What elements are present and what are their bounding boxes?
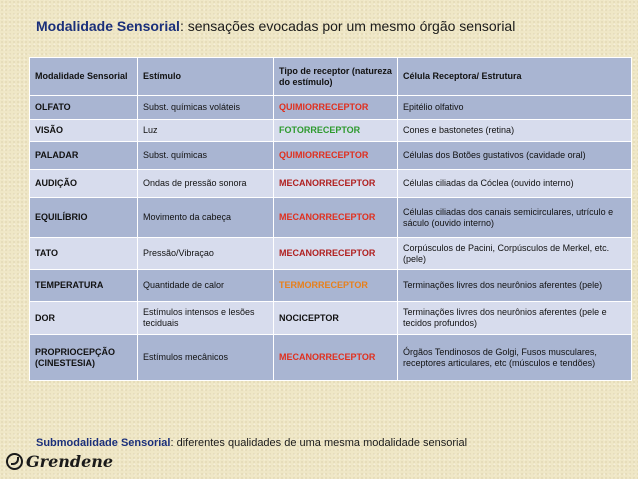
subtitle-strong: Submodalidade Sensorial [36,437,171,449]
row-receptor: QUIMIORRECEPTOR [274,96,398,120]
row-cell: Órgãos Tendinosos de Golgi, Fusos musculares, receptores articulares, etc (músculos e tendões) [398,335,632,381]
spiral-logo-icon [6,453,23,470]
page-title [36,18,515,34]
row-stimulus: Estímulos mecânicos [138,335,274,381]
row-receptor: MECANORRECEPTOR [274,198,398,238]
row-receptor: MECANORRECEPTOR [274,335,398,381]
row-modality: TATO [30,238,138,270]
row-stimulus: Estímulos intensos e lesões teciduais [138,302,274,335]
table-row [30,302,632,335]
row-receptor: QUIMIORRECEPTOR [274,142,398,170]
row-stimulus: Pressão/Vibraçao [138,238,274,270]
header-stimulus: Estímulo [138,58,274,96]
row-modality: EQUILÍBRIO [30,198,138,238]
row-cell: Terminações livres dos neurônios aferentes (pele e tecidos profundos) [398,302,632,335]
row-stimulus: Ondas de pressão sonora [138,170,274,198]
row-cell: Células dos Botões gustativos (cavidade oral) [398,142,632,170]
row-receptor: NOCICEPTOR [274,302,398,335]
row-modality: OLFATO [30,96,138,120]
row-receptor: MECANORRECEPTOR [274,238,398,270]
table-row [30,335,632,381]
row-modality: VISÃO [30,120,138,142]
row-modality: PALADAR [30,142,138,170]
row-receptor: FOTORRECEPTOR [274,120,398,142]
row-modality: PROPRIOCEPÇÃO (CINESTESIA) [30,335,138,381]
row-cell: Cones e bastonetes (retina) [398,120,632,142]
table-row [30,142,632,170]
header-cell-structure: Célula Receptora/ Estrutura [398,58,632,96]
row-modality: TEMPERATURA [30,270,138,302]
row-cell: Corpúsculos de Pacini, Corpúsculos de Merkel, etc. (pele) [398,238,632,270]
table-header-row [30,58,632,96]
table-row [30,120,632,142]
logo-text: Grendene [26,451,114,471]
row-stimulus: Subst. químicas [138,142,274,170]
table-row [30,270,632,302]
row-cell: Terminações livres dos neurônios aferentes (pele) [398,270,632,302]
row-cell: Células ciliadas da Cóclea (ouvido interno) [398,170,632,198]
row-cell: Epitélio olfativo [398,96,632,120]
footer-subtitle [36,437,467,449]
table-row [30,238,632,270]
table-row [30,170,632,198]
title-strong: Modalidade Sensorial [36,18,180,34]
row-modality: DOR [30,302,138,335]
row-stimulus: Luz [138,120,274,142]
row-receptor: TERMORRECEPTOR [274,270,398,302]
title-rest: : sensações evocadas por um mesmo órgão sensorial [179,18,516,34]
sensory-modality-table [29,57,632,381]
row-cell: Células ciliadas dos canais semicirculares, utrículo e sáculo (ouvido interno) [398,198,632,238]
grendene-logo [6,449,113,473]
row-modality: AUDIÇÃO [30,170,138,198]
row-stimulus: Movimento da cabeça [138,198,274,238]
row-stimulus: Quantidade de calor [138,270,274,302]
header-modality: Modalidade Sensorial [30,58,138,96]
table-row [30,96,632,120]
subtitle-rest: : diferentes qualidades de uma mesma modalidade sensorial [170,437,468,449]
header-receptor-type: Tipo de receptor (natureza do estímulo) [274,58,398,96]
table-row [30,198,632,238]
row-stimulus: Subst. químicas voláteis [138,96,274,120]
row-receptor: MECANORRECEPTOR [274,170,398,198]
